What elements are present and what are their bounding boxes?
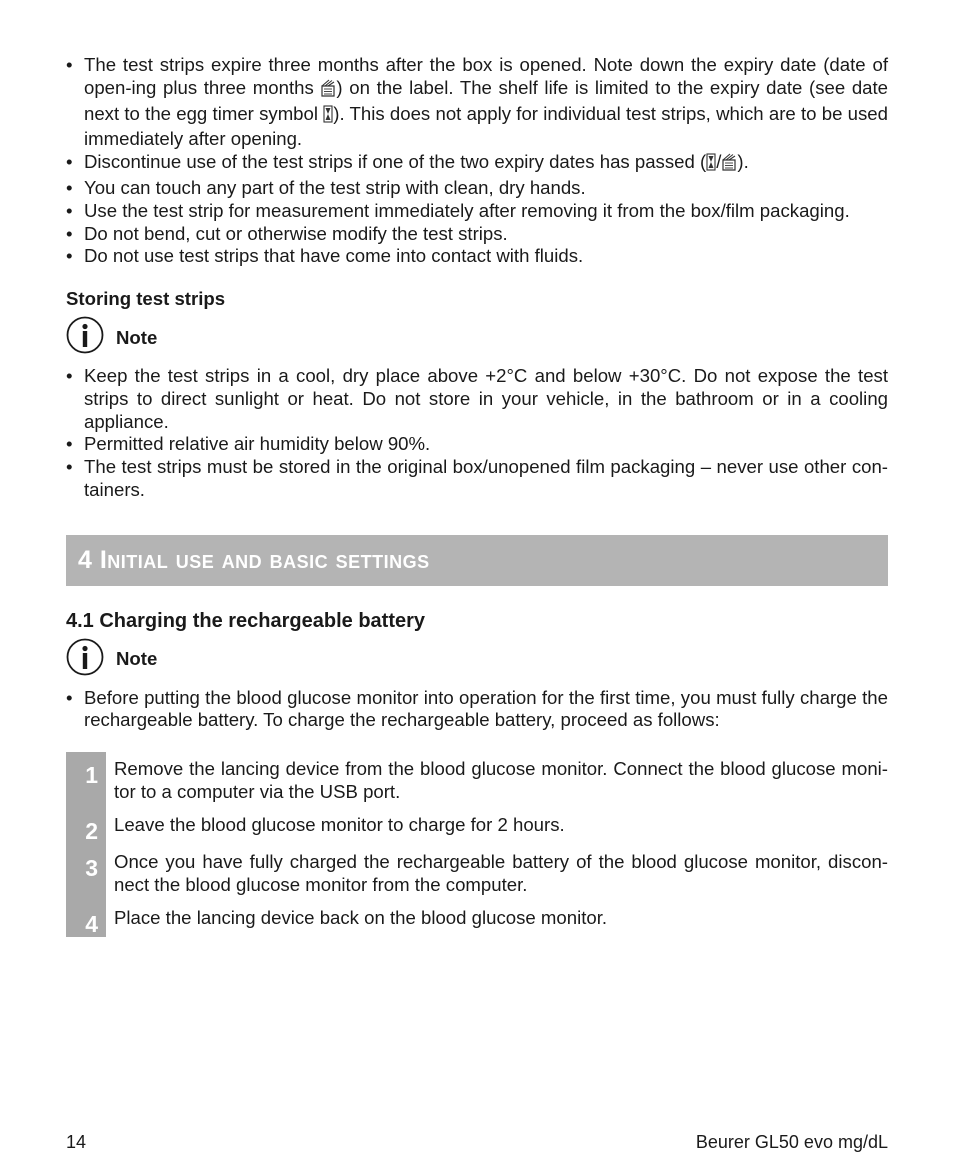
- note-callout: [66, 641, 888, 679]
- list-item: • The test strips expire three months after the box is opened. Note down the expiry date (date of open-ing plus three months ) on the label. The shelf life is limited to the expiry date (see date next to the egg timer symbol ). This does not apply for individual test strips, which are to be used immediately after opening.: [66, 54, 888, 151]
- info-icon: [66, 316, 104, 360]
- note-label: Note: [116, 326, 158, 348]
- step-text: Leave the blood glucose monitor to charge for 2 hours.: [114, 814, 565, 836]
- subsection-title: 4.1 Charging the rechargeable battery: [66, 609, 426, 632]
- section-title: 4 Initial use and basic settings: [78, 545, 430, 574]
- section-heading-bar: [66, 535, 888, 586]
- info-icon: [66, 638, 104, 682]
- opened-box-expiry-icon: [721, 153, 737, 177]
- step-text: Once you have fully charged the rechargeable battery of the blood glucose monitor, discon-nect the blood glucose monitor from the computer.: [114, 851, 888, 895]
- list-item: • You can touch any part of the test strip with clean, dry hands.: [66, 177, 888, 200]
- step-number: 1: [85, 762, 98, 789]
- storing-heading: Storing test strips: [66, 288, 226, 310]
- list-item: • Do not bend, cut or otherwise modify the test strips.: [66, 223, 888, 246]
- list-item: • Do not use test strips that have come into contact with fluids.: [66, 245, 888, 268]
- step-number: 2: [85, 818, 98, 845]
- list-item: • Use the test strip for measurement immediately after removing it from the box/film packaging.: [66, 200, 888, 223]
- step-number: 3: [85, 855, 98, 882]
- numbered-steps: [66, 752, 888, 937]
- product-name: Beurer GL50 evo mg/dL: [695, 1132, 888, 1152]
- page-content: [66, 54, 888, 937]
- expiry-bullet-list: [66, 54, 888, 268]
- storing-bullet-list: [66, 365, 888, 502]
- step-item: [66, 814, 888, 851]
- list-item: • Keep the test strips in a cool, dry place above +2°C and below +30°C. Do not expose the test strips to direct sunlight or heat. Do not store in your vehicle, in the bathroom or in a cooling appliance.: [66, 365, 888, 433]
- step-item: [66, 907, 888, 937]
- step-text: Remove the lancing device from the blood glucose monitor. Connect the blood glucose moni-tor to a computer via the USB port.: [114, 758, 888, 802]
- list-item: • Before putting the blood glucose monitor into operation for the first time, you must fully charge the rechargeable battery. To charge the rechargeable battery, proceed as follows:: [66, 687, 888, 733]
- list-item: • Discontinue use of the test strips if one of the two expiry dates has passed ( / ).: [66, 151, 888, 177]
- page-number: 14: [66, 1132, 87, 1152]
- note-callout: [66, 319, 888, 357]
- egg-timer-icon: [706, 153, 716, 177]
- list-item: • Permitted relative air humidity below 90%.: [66, 433, 888, 456]
- note-label: Note: [116, 648, 158, 670]
- step-item: [66, 851, 888, 907]
- egg-timer-icon: [323, 105, 333, 129]
- opened-box-expiry-icon: [320, 79, 336, 103]
- list-item: • The test strips must be stored in the original box/unopened film packaging – never use other con-tainers.: [66, 456, 888, 502]
- step-item: [66, 752, 888, 814]
- charging-bullet-list: [66, 687, 888, 733]
- step-text: Place the lancing device back on the blood glucose monitor.: [114, 907, 608, 929]
- step-number: 4: [85, 911, 98, 938]
